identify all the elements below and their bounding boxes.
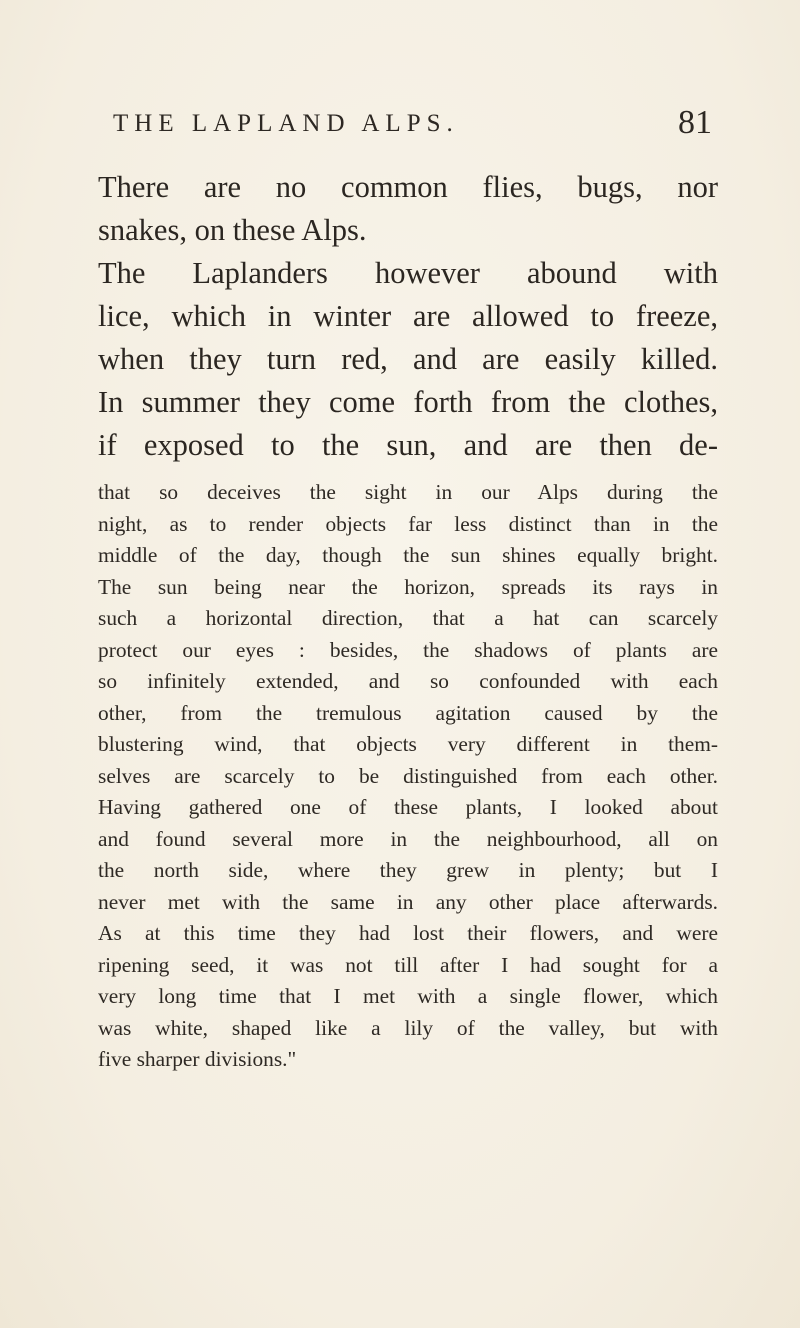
text-line: such a horizontal direction, that a hat can scarcely	[98, 606, 718, 630]
text-line: As at this time they had lost their flowers, and were	[98, 921, 718, 945]
text-line: The Laplanders however abound with	[98, 256, 718, 290]
text-line: ripening seed, it was not till after I had sought for a	[98, 952, 718, 977]
body-paragraph	[98, 477, 718, 1076]
text-line: There are no common flies, bugs, nor	[98, 170, 718, 204]
text-line: The sun being near the horizon, spreads its rays in	[98, 574, 718, 599]
text-line: other, from the tremulous agitation caused by the	[98, 700, 718, 725]
text-line: In summer they come forth from the clothes,	[98, 385, 718, 419]
lead-paragraph	[98, 166, 718, 467]
text-line: never met with the same in any other place afterwards.	[98, 889, 718, 914]
text-line: protect our eyes : besides, the shadows of plants are	[98, 637, 718, 662]
text-line: middle of the day, though the sun shines equally bright.	[98, 543, 718, 567]
running-head	[100, 102, 712, 142]
text-line: and found several more in the neighbourhood, all on	[98, 826, 718, 851]
text-line: lice, which in winter are allowed to freeze,	[98, 299, 718, 333]
text-line: when they turn red, and are easily killed.	[98, 342, 718, 376]
text-line: Having gathered one of these plants, I looked about	[98, 795, 718, 819]
text-line: five sharper divisions."	[98, 1047, 297, 1071]
page-number: 81	[678, 104, 712, 141]
text-line: if exposed to the sun, and are then de-	[98, 428, 718, 462]
text-line: was white, shaped like a lily of the valley, but with	[98, 1015, 718, 1040]
text-line: snakes, on these Alps.	[98, 213, 367, 247]
running-head-title: THE LAPLAND ALPS.	[113, 110, 459, 137]
text-line: that so deceives the sight in our Alps during the	[98, 480, 718, 504]
text-line: blustering wind, that objects very different in them-	[98, 732, 718, 756]
text-line: selves are scarcely to be distinguished from each other.	[98, 763, 718, 788]
text-line: so infinitely extended, and so confounded with each	[98, 669, 718, 693]
text-line: very long time that I met with a single flower, which	[98, 984, 718, 1008]
text-line: the north side, where they grew in plenty; but I	[98, 858, 718, 882]
text-line: night, as to render objects far less distinct than in the	[98, 511, 718, 536]
